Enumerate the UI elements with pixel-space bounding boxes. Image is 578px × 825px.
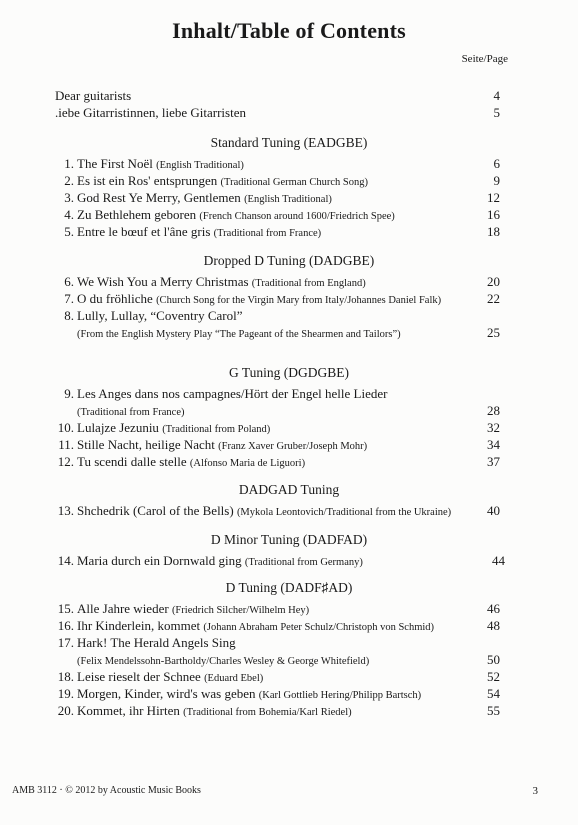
entry-number: 16.	[57, 618, 74, 633]
toc-entry	[0, 190, 578, 207]
page-number: 28	[487, 403, 500, 418]
song-title: Ihr Kinderlein, kommet	[77, 618, 201, 633]
entry-title	[77, 686, 421, 702]
song-title: Leise rieselt der Schnee	[77, 669, 201, 684]
entry-number: 12.	[57, 454, 74, 469]
entry-number: 17.	[57, 635, 74, 650]
song-source: (Traditional from England)	[251, 278, 366, 289]
page-column-label: Seite/Page	[461, 53, 508, 65]
toc-entry	[0, 652, 578, 669]
page-number: 18	[487, 224, 500, 239]
song-title: Alle Jahre wieder	[77, 601, 169, 616]
song-source: (French Chanson around 1600/Friedrich Spee)	[199, 211, 395, 222]
toc-entry	[0, 308, 578, 325]
entry-title	[77, 669, 263, 685]
page-number: 6	[493, 156, 500, 171]
song-title: Morgen, Kinder, wird's was geben	[77, 686, 256, 701]
toc-entry	[0, 325, 578, 342]
entry-number: 11.	[58, 437, 74, 452]
page-number: 12	[487, 190, 500, 205]
song-source: (From the English Mystery Play “The Pageant of the Shearmen and Tailors”)	[77, 329, 401, 340]
song-source: (Traditional from France)	[213, 228, 322, 239]
toc-entry	[0, 274, 578, 291]
song-title: Maria durch ein Dornwald ging	[77, 553, 242, 568]
entry-number: 13.	[57, 503, 74, 518]
entry-title	[77, 437, 367, 453]
page-number: 50	[487, 652, 500, 667]
song-title: God Rest Ye Merry, Gentlemen	[77, 190, 241, 205]
entry-title	[77, 325, 401, 341]
song-source: (English Traditional)	[244, 194, 332, 205]
song-source: (Eduard Ebel)	[204, 673, 264, 684]
page-number: 37	[487, 454, 500, 469]
entry-title	[77, 601, 309, 617]
entry-number: 10.	[57, 420, 74, 435]
entry-number: 5.	[64, 224, 74, 239]
entry-title	[77, 454, 305, 470]
song-title: Entre le bœuf et l'âne gris	[77, 224, 211, 239]
entry-number: 4.	[64, 207, 74, 222]
toc-entry	[0, 618, 578, 635]
toc-entry	[0, 553, 578, 570]
page-number: 25	[487, 325, 500, 340]
toc-entry	[0, 156, 578, 173]
toc-entry	[0, 635, 578, 652]
entry-number: 7.	[64, 291, 74, 306]
song-source: (Friedrich Silcher/Wilhelm Hey)	[171, 605, 310, 616]
song-title: Tu scendi dalle stelle	[77, 454, 187, 469]
entry-title	[77, 420, 270, 436]
page-number: 32	[487, 420, 500, 435]
toc-entry	[0, 291, 578, 308]
entry-title	[77, 503, 451, 519]
entry-number: 19.	[57, 686, 74, 701]
intro-label: .iebe Gitarristinnen, liebe Gitarristen	[55, 105, 246, 120]
intro-label: Dear guitarists	[55, 88, 132, 103]
song-source: (Traditional from Poland)	[162, 424, 271, 435]
song-title: The First Noël	[77, 156, 153, 171]
song-source: (Traditional German Church Song)	[220, 177, 368, 188]
toc-entry	[0, 420, 578, 437]
intro-row	[0, 88, 578, 105]
toc-entry	[0, 173, 578, 190]
page-number: 55	[487, 703, 500, 718]
entry-title	[77, 635, 236, 651]
entry-title	[77, 173, 368, 189]
entry-title	[77, 274, 366, 290]
song-title: Kommet, ihr Hirten	[77, 703, 180, 718]
toc-entry	[0, 686, 578, 703]
entry-number: 8.	[64, 308, 74, 323]
song-source: (Johann Abraham Peter Schulz/Christoph von Schmid)	[203, 622, 435, 633]
entry-number: 15.	[57, 601, 74, 616]
footer-copyright: AMB 3112 · © 2012 by Acoustic Music Books	[12, 785, 201, 796]
song-source: (Church Song for the Virgin Mary from Italy/Johannes Daniel Falk)	[156, 295, 442, 306]
section-heading: D Tuning (DADF♯AD)	[225, 580, 353, 595]
section-heading: Standard Tuning (EADGBE)	[210, 135, 368, 150]
song-title: Stille Nacht, heilige Nacht	[77, 437, 215, 452]
song-source: (Karl Gottlieb Hering/Philipp Bartsch)	[258, 690, 422, 701]
song-source: (Franz Xaver Gruber/Joseph Mohr)	[218, 441, 368, 452]
entry-title	[77, 308, 242, 324]
entry-title	[77, 403, 185, 419]
entry-title	[77, 291, 441, 307]
song-title: Es ist ein Ros' entsprungen	[77, 173, 218, 188]
song-title: Hark! The Herald Angels Sing	[77, 635, 236, 650]
song-source: (Traditional from Bohemia/Karl Riedel)	[183, 707, 352, 718]
song-title: We Wish You a Merry Christmas	[77, 274, 249, 289]
page-number: 44	[492, 553, 505, 568]
page-number: 52	[487, 669, 500, 684]
toc-entry	[0, 386, 578, 403]
song-title: Les Anges dans nos campagnes/Hört der Engel helle Lieder	[77, 386, 388, 401]
entry-number: 2.	[64, 173, 74, 188]
entry-title	[77, 224, 321, 240]
page-number: 22	[487, 291, 500, 306]
entry-title	[77, 652, 369, 668]
entry-title	[77, 156, 244, 172]
intro-row	[0, 105, 578, 122]
entry-title	[77, 553, 363, 569]
page-number: 20	[487, 274, 500, 289]
entry-number: 9.	[64, 386, 74, 401]
song-title: O du fröhliche	[77, 291, 153, 306]
toc-entry	[0, 207, 578, 224]
entry-number: 1.	[64, 156, 74, 171]
entry-number: 18.	[57, 669, 74, 684]
entry-title	[77, 386, 387, 402]
page-number: 9	[493, 173, 500, 188]
page-number: 4	[493, 88, 500, 103]
entry-number: 14.	[57, 553, 74, 568]
song-source: (Alfonso Maria de Liguori)	[189, 458, 306, 469]
entry-number: 3.	[64, 190, 74, 205]
section-heading: Dropped D Tuning (DADGBE)	[203, 253, 375, 268]
toc-entry	[0, 224, 578, 241]
page-number: 54	[487, 686, 500, 701]
entry-number: 6.	[64, 274, 74, 289]
page-number: 34	[487, 437, 500, 452]
song-source: (English Traditional)	[156, 160, 244, 171]
song-source: (Mykola Leontovich/Traditional from the Ukraine)	[236, 507, 452, 518]
page-number: 5	[493, 105, 500, 120]
song-source: (Traditional from Germany)	[244, 557, 363, 568]
entry-title	[77, 190, 332, 206]
entry-title	[77, 618, 434, 634]
entry-title	[77, 207, 395, 223]
toc-entry	[0, 503, 578, 520]
toc-entry	[0, 454, 578, 471]
section-heading: DADGAD Tuning	[238, 482, 340, 497]
song-source: (Traditional from France)	[77, 407, 185, 418]
song-title: Lulajze Jezuniu	[77, 420, 159, 435]
page-number: 48	[487, 618, 500, 633]
toc-entry	[0, 437, 578, 454]
footer-page-number: 3	[532, 785, 538, 797]
toc-entry	[0, 703, 578, 720]
page-title: Inhalt/Table of Contents	[172, 18, 406, 43]
toc-entry	[0, 669, 578, 686]
song-source: (Felix Mendelssohn-Bartholdy/Charles Wesley & George Whitefield)	[77, 656, 370, 667]
toc-entry	[0, 403, 578, 420]
entry-number: 20.	[57, 703, 74, 718]
section-heading: D Minor Tuning (DADFAD)	[210, 532, 368, 547]
page-number: 16	[487, 207, 500, 222]
entry-title	[77, 703, 352, 719]
page-number: 40	[487, 503, 500, 518]
section-heading: G Tuning (DGDGBE)	[228, 365, 350, 380]
toc-entry	[0, 601, 578, 618]
page-number: 46	[487, 601, 500, 616]
song-title: Shchedrik (Carol of the Bells)	[77, 503, 234, 518]
song-title: Zu Bethlehem geboren	[77, 207, 197, 222]
song-title: Lully, Lullay, “Coventry Carol”	[77, 308, 243, 323]
